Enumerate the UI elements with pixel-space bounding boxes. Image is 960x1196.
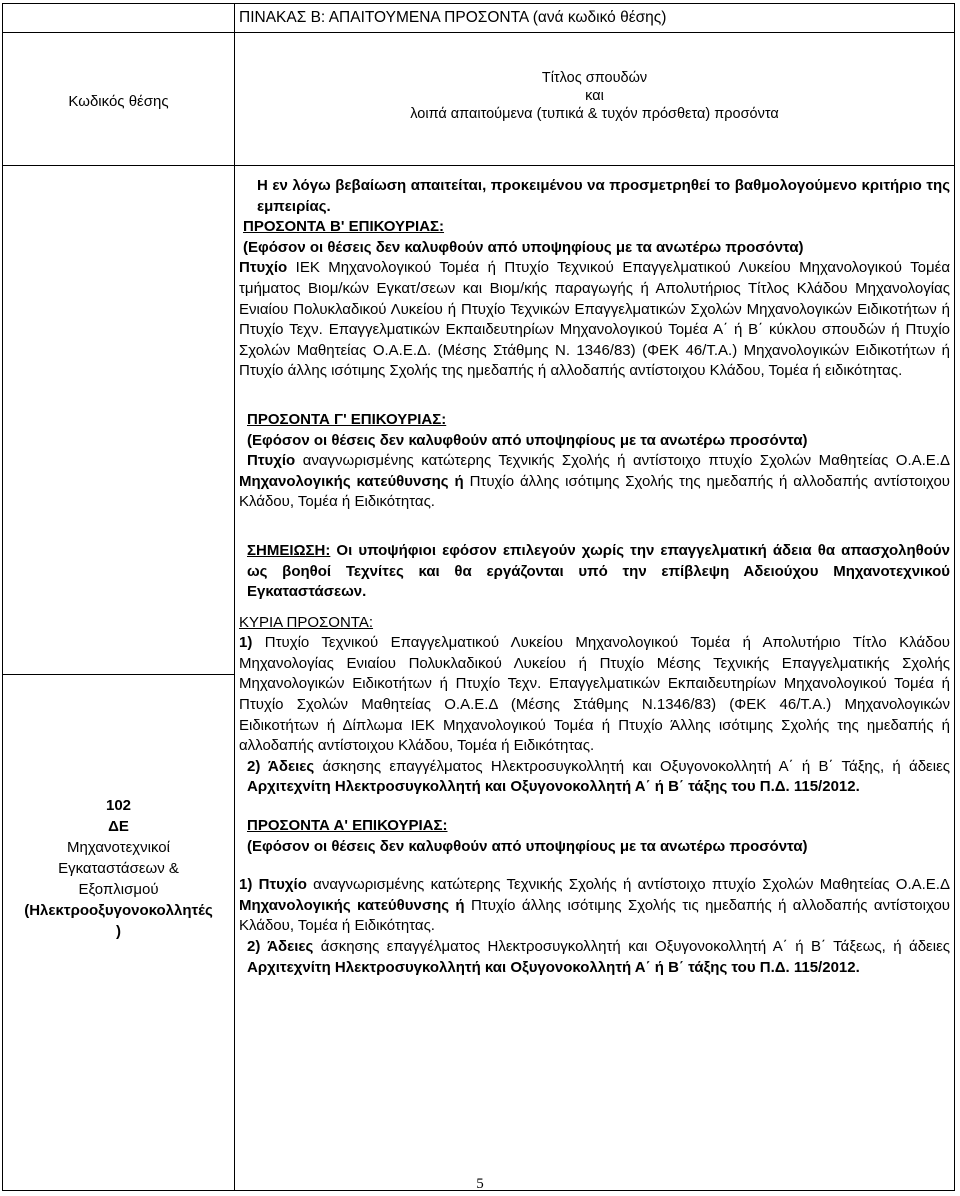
c-bold: Μηχανολογικής κατεύθυνσης ή (239, 472, 464, 490)
main-item2-text: άσκησης επαγγέλματος Ηλεκτροσυγκολλητή και Οξυγονοκολλητή Α΄ ή Β΄ Τάξης, ή άδειες (314, 757, 950, 775)
a-condition: (Εφόσον οι θέσεις δεν καλυφθούν από υποψηφίους με τα ανωτέρω προσόντα) (247, 837, 808, 855)
table-header-row (3, 33, 955, 166)
intro-text: Η εν λόγω βεβαίωση απαιτείται, προκειμένου να προσμετρηθεί το βαθμολογούμενο κριτήριο της εμπειρίας. (257, 177, 950, 215)
qualifications-cell (235, 166, 955, 1191)
b-section (235, 217, 954, 382)
qualifications-header (235, 33, 955, 166)
main-item2-num: 2) Άδειες (247, 757, 315, 775)
c-text2: Πτυχίο άλλης ισότιμης Σχολής της ημεδαπής ή αλλοδαπής αντίστοιχου Κλάδου, Τομέα ή Ειδικότητας. (239, 472, 950, 511)
main-item2 (239, 757, 950, 798)
main-item1 (239, 633, 950, 757)
code-header: Κωδικός θέσης (3, 33, 235, 166)
c-heading: ΠΡΟΣΟΝΤΑ Γ' ΕΠΙΚΟΥΡΙΑΣ: (247, 410, 447, 428)
a-heading: ΠΡΟΣΟΝΤΑ Α' ΕΠΙΚΟΥΡΙΑΣ: (247, 817, 448, 835)
note-label: ΣΗΜΕΙΩΣΗ: (247, 541, 331, 559)
a-item2 (239, 937, 950, 978)
note-section (235, 541, 954, 603)
position-name-line4: (Ηλεκτροοξυγονοκολλητές (24, 902, 213, 919)
b-lead: Πτυχίο (239, 259, 288, 277)
a-item1-text2: Πτυχίο άλλης ισότιμης Σχολής τις ημεδαπής ή αλλοδαπής αντίστοιχου Κλάδου, Τομέα ή Ειδικότητας. (239, 896, 950, 935)
note-text: Οι υποψήφιοι εφόσον επιλεγούν χωρίς την επαγγελματική άδεια θα απασχοληθούν ως βοηθοί Τεχνίτες και θα εργάζονται υπό την επίβλεψη Αδειούχου Μηχανοτεχνικού Εγκαταστάσεων. (247, 541, 950, 601)
table-title: ΠΙΝΑΚΑΣ Β: ΑΠΑΙΤΟΥΜΕΝΑ ΠΡΟΣΟΝΤΑ (ανά κωδικό θέσης) (235, 4, 955, 33)
main-heading: ΚΥΡΙΑ ΠΡΟΣΟΝΤΑ: (239, 613, 374, 631)
requirements-table (2, 3, 955, 1191)
qual-header-line2: και (585, 88, 604, 104)
position-cell-upper (3, 166, 234, 675)
a-item1 (239, 875, 950, 937)
position-name-line3: Εξοπλισμού (78, 881, 159, 898)
b-paragraph (239, 258, 950, 382)
main-item1-num: 1) (239, 634, 253, 652)
title-left-cell (3, 4, 235, 33)
main-item1-text: Πτυχίο Τεχνικού Επαγγελματικού Λυκείου Μηχανολογικού Τομέα ή Απολυτήριο Τίτλο Κλάδου Μηχανολογίας Ενιαίου Πολυκλαδικού Λυκείου ή Πτυχίο Μέσης Τεχνικής Επαγγελματικής Σχολής Μηχανολογικών Ειδικοτήτων ή Πτυχίο Τεχν. Επαγγελματικών Εκπαιδευτηρίων Μηχανολογικού Τομέα ή Πτυχίο Σχολών Μαθητείας Ο.Α.Ε.Δ (Μέσης Στάθμης Ν.1346/83) (ΦΕΚ 46/Τ.Α.) Μηχανολογικών Ειδικοτήτων ή Δίπλωμα ΙΕΚ Μηχανολογικού Τομέα ή Πτυχίο Άλλης ισότιμης Σχολής της ημεδαπής ή αλλοδαπής αντίστοιχου Κλάδου, Τομέα ή Ειδικότητας. (239, 634, 950, 755)
a-item2-num: 2) Άδειες (247, 938, 314, 955)
position-category: ΔΕ (108, 818, 129, 835)
qual-header-line1: Τίτλος σπουδών (541, 70, 648, 86)
a-item1-bold: Μηχανολογικής κατεύθυνσης ή (239, 896, 465, 914)
b-condition: (Εφόσον οι θέσεις δεν καλυφθούν από υποψηφίους με τα ανωτέρω προσόντα) (243, 238, 804, 256)
table-title-row (3, 4, 955, 33)
c-lead: Πτυχίο (247, 452, 296, 470)
b-text: ΙΕΚ Μηχανολογικού Τομέα ή Πτυχίο Τεχνικού Επαγγελματικού Λυκείου Μηχανολογικού Τομέα τμήματος Βιομ/κών Εγκατ/σεων και Βιομ/κής παραγωγής ή Απολυτήριος Τίτλος Κλάδου Μηχανολογίας Ενιαίου Πολυκλαδικού Λυκείου ή Πτυχίο Τεχνικών Επαγγελματικών Σχολών Μηχανολογικών Ειδικοτήτων ή Πτυχίο Τεχν. Επαγγελματικών Εκπαιδευτηρίων Μηχανολογικού Τομέα Α΄ ή Β΄ κύκλου σπουδών ή Πτυχίο Σχολών Μαθητείας Ο.Α.Ε.Δ. (Μέσης Στάθμης Ν. 1346/83) (ΦΕΚ 46/Τ.Α.) Μηχανολογικών Ειδικοτήτων ή Πτυχίο άλλης ισότιμης Σχολής της ημεδαπής ή αλλοδαπής αντίστοιχου Κλάδου, Τομέα ή ειδικότητας. (239, 259, 950, 380)
position-name-line2: Εγκαταστάσεων & (58, 860, 179, 877)
position-spec (3, 675, 234, 942)
table-row (3, 166, 955, 1191)
c-paragraph (239, 451, 950, 513)
position-name-line1: Μηχανοτεχνικοί (67, 839, 170, 856)
a-item2-text: άσκησης επαγγέλματος Ηλεκτροσυγκολλητή και Οξυγονοκολλητή Α΄ ή Β΄ Τάξεως, ή άδειες (313, 938, 950, 955)
a-item2-bold: Αρχιτεχνίτη Ηλεκτροσυγκολλητή και Οξυγονοκολλητή Α΄ ή Β΄ τάξης του Π.Δ. 115/2012. (247, 958, 860, 976)
main-item2-bold: Αρχιτεχνίτη Ηλεκτροσυγκολλητή και Οξυγονοκολλητή Α΄ ή Β΄ τάξης του Π.Δ. 115/2012. (247, 778, 860, 796)
c-text1: αναγνωρισμένης κατώτερης Τεχνικής Σχολής ή αντίστοιχο πτυχίο Σχολών Μαθητείας Ο.Α.Ε.Δ (295, 452, 950, 470)
b-heading: ΠΡΟΣΟΝΤΑ Β' ΕΠΙΚΟΥΡΙΑΣ: (243, 218, 445, 236)
page-number: 5 (476, 1176, 484, 1192)
a-item1-text1: αναγνωρισμένης κατώτερης Τεχνικής Σχολής ή αντίστοιχο πτυχίο Σχολών Μαθητείας Ο.Α.Ε.Δ (306, 876, 950, 894)
position-cell (3, 166, 235, 1191)
position-name-line5: ) (116, 923, 121, 940)
c-condition: (Εφόσον οι θέσεις δεν καλυφθούν από υποψηφίους με τα ανωτέρω προσόντα) (247, 431, 808, 449)
a-section (235, 816, 954, 978)
c-section (235, 410, 954, 513)
a-item1-num: 1) Πτυχίο (239, 876, 307, 894)
qual-header-line3: λοιπά απαιτούμενα (τυπικά & τυχόν πρόσθετα) προσόντα (410, 106, 779, 122)
position-code: 102 (105, 797, 132, 814)
main-section (235, 613, 954, 798)
